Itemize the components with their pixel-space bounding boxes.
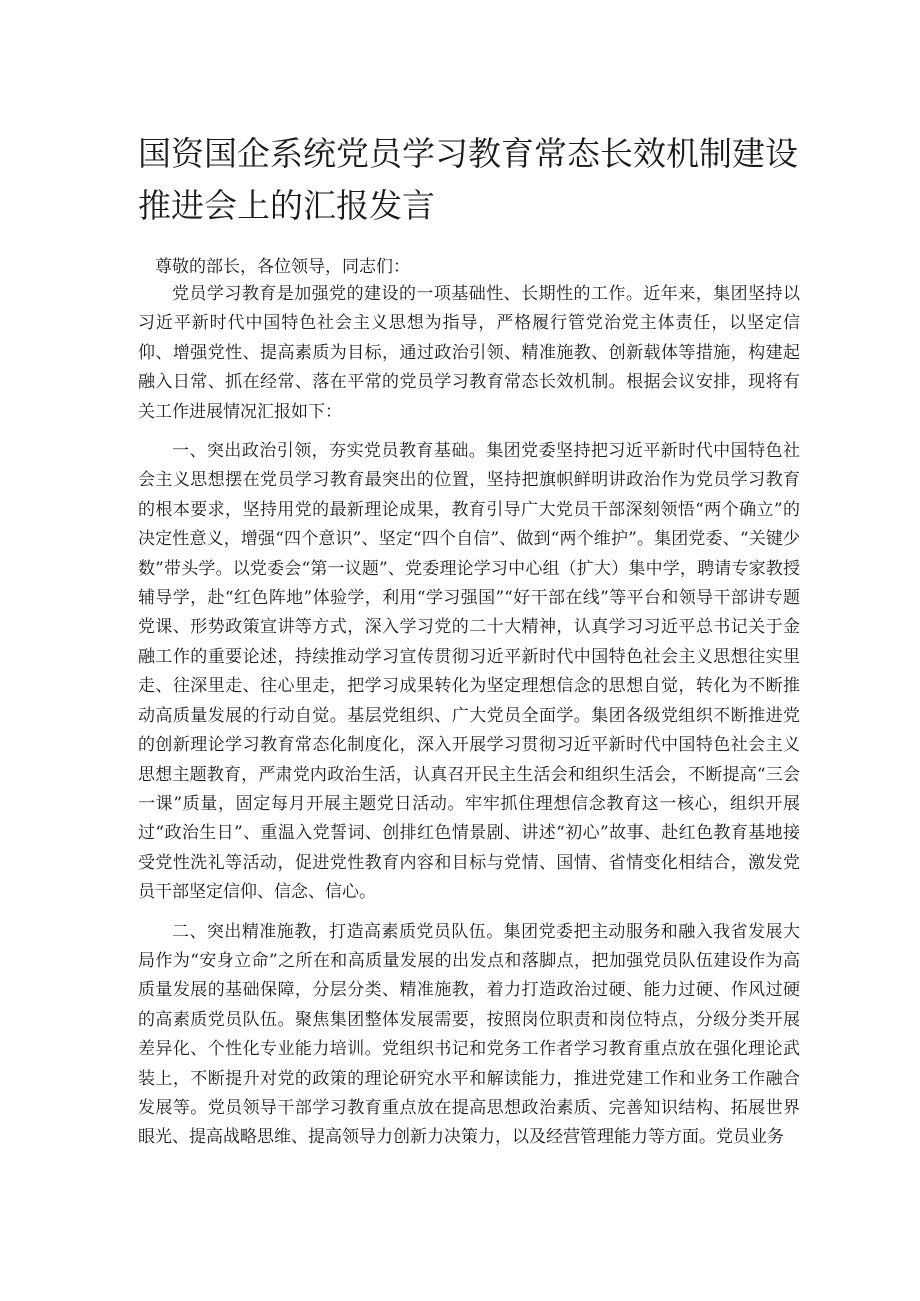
paragraph-intro: 党员学习教育是加强党的建设的一项基础性、长期性的工作。近年来，集团坚持以习近平新时代中国特色社会主义思想为指导，严格履行管党治党主体责任，以坚定信仰、增强党性、提高素质为目标，通过政治引领、精准施教、创新载体等措施，构建起融入日常、抓在经常、落在平常的党员学习教育常态长效机制。根据会议安排，现将有关工作进展情况汇报如下： xyxy=(138,284,800,422)
salutation: 尊敬的部长，各位领导，同志们： xyxy=(155,257,410,277)
paragraph-section-two: 二、突出精准施教，打造高素质党员队伍。集团党委把主动服务和融入我省发展大局作为“安身立命”之所在和高质量发展的出发点和落脚点，把加强党员队伍建设作为高质量发展的基础保障，分层分类、精准施教，着力打造政治过硬、能力过硬、作风过硬的高素质党员队伍。聚焦集团整体发展需要，按照岗位职责和岗位特点，分级分类开展差异化、个性化专业能力培训。党组织书记和党务工作者学习教育重点放在强化理论武装上，不断提升对党的政策的理论研究水平和解读能力，推进党建工作和业务工作融合发展等。党员领导干部学习教育重点放在提高思想政治素质、完善知识结构、拓展世界眼光、提高战略思维、提高领导力创新力决策力，以及经营管理能力等方面。党员业务 xyxy=(138,921,800,1148)
document-page xyxy=(138,128,800,1153)
paragraph-section-one: 一、突出政治引领，夯实党员教育基础。集团党委坚持把习近平新时代中国特色社会主义思想摆在党员学习教育最突出的位置，坚持把旗帜鲜明讲政治作为党员学习教育的根本要求，坚持用党的最新理论成果，教育引导广大党员干部深刻领悟“两个确立”的决定性意义，增强“四个意识”、坚定“四个自信”、做到“两个维护”。集团党委、“关键少数”带头学。以党委会“第一议题”、党委理论学习中心组（扩大）集中学，聘请专家教授辅导学，赴“红色阵地”体验学，利用“学习强国”“好干部在线”等平台和领导干部讲专题党课、形势政策宣讲等方式，深入学习党的二十大精神，认真学习习近平总书记关于金融工作的重要论述，持续推动学习宣传贯彻习近平新时代中国特色社会主义思想往实里走、往深里走、往心里走，把学习成果转化为坚定理想信念的思想自觉，转化为不断推动高质量发展的行动自觉。基层党组织、广大党员全面学。集团各级党组织不断推进党的创新理论学习教育常态化制度化，深入开展学习贯彻习近平新时代中国特色社会主义思想主题教育，严肃党内政治生活，认真召开民主生活会和组织生活会，不断提高“三会一课”质量，固定每月开展主题党日活动。牢牢抓住理想信念教育这一核心，组织开展过“政治生日”、重温入党誓词、创排红色情景剧、讲述“初心”故事、赴红色教育基地接受党性洗礼等活动，促进党性教育内容和目标与党情、国情、省情变化相结合，激发党员干部坚定信仰、信念、信心。 xyxy=(138,441,800,903)
document-title: 国资国企系统党员学习教育常态长效机制建设推进会上的汇报发言 xyxy=(138,134,798,225)
